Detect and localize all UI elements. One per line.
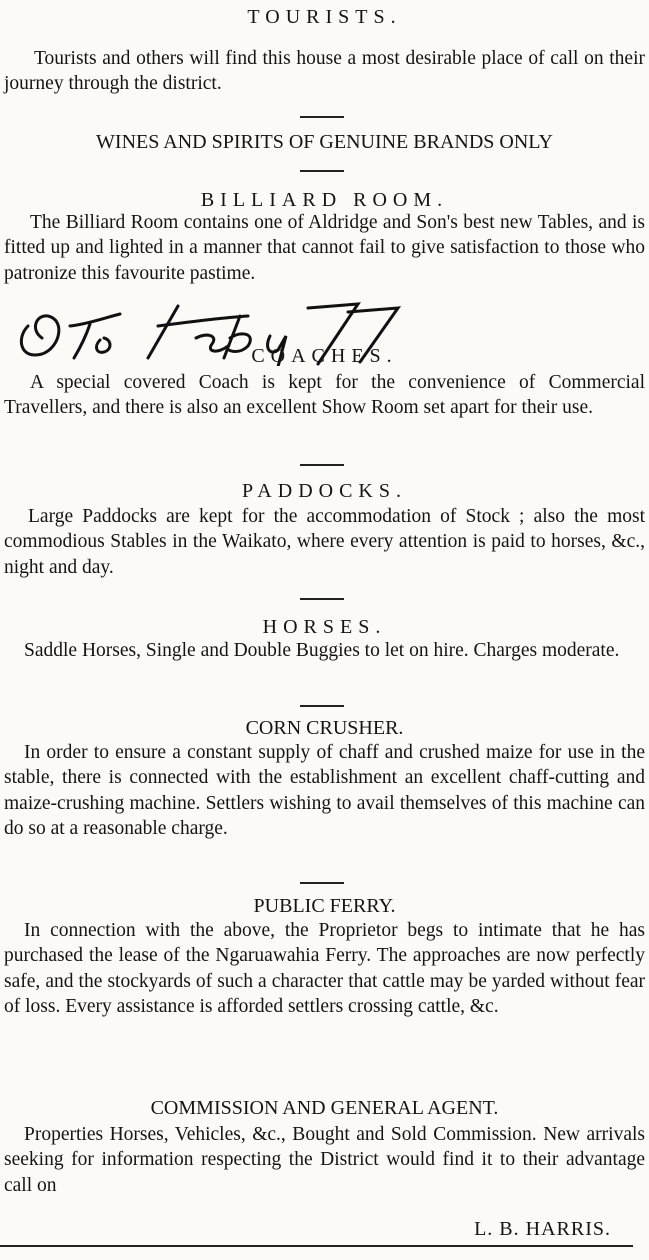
horses-paragraph: Saddle Horses, Single and Double Buggies to let on hire. Charges moderate. [24,640,620,661]
public-ferry-paragraph: In connection with the above, the Proprietor begs to intimate that he has purchased the lease of the Ngaruawahia Ferry. The approaches are now perfectly safe, and the stockyards of such a character that cattle may be yarded without fear of loss. Every assistance is afforded settlers crossing cattle, &c. [4,920,645,1017]
section-divider [300,464,344,466]
section-divider [300,170,344,172]
paddocks-heading: PADDOCKS. [242,480,407,502]
corn-crusher-heading: CORN CRUSHER. [245,717,404,739]
section-divider [300,116,344,118]
tourists-heading: TOURISTS. [247,6,402,28]
tourists-paragraph: Tourists and others will find this house a most desirable place of call on their journey through the district. [4,48,645,95]
section-divider [300,882,344,884]
corn-crusher-paragraph: In order to ensure a constant supply of chaff and crushed maize for use in the stable, there is connected with the establishment an excellent chaff-cutting and maize-crushing machine. Settlers wishing to avail themselves of this machine can do so at a reasonable charge. [4,742,645,839]
horses-heading: HORSES. [262,616,387,638]
bottom-border [0,1245,633,1247]
public-ferry-heading: PUBLIC FERRY. [253,895,396,917]
coaches-heading: COACHES. [251,345,398,367]
commission-heading: COMMISSION AND GENERAL AGENT. [150,1097,499,1119]
coaches-paragraph: A special covered Coach is kept for the convenience of Commercial Travellers, and there is also an excellent Show Room set apart for their use. [4,372,645,419]
billiard-paragraph: The Billiard Room contains one of Aldridge and Son's best new Tables, and is fitted up and lighted in a manner that cannot fail to give satisfaction to those who patronize this favourite pastime. [4,212,645,284]
wines-heading: WINES AND SPIRITS OF GENUINE BRANDS ONLY [96,131,553,153]
commission-paragraph: Properties Horses, Vehicles, &c., Bought and Sold Commission. New arrivals seeking for information respecting the District would find it to their advantage call on [4,1124,645,1196]
billiard-heading: BILLIARD ROOM. [200,189,449,211]
paddocks-paragraph: Large Paddocks are kept for the accommodation of Stock ; also the most commodious Stables in the Waikato, where every attention is paid to horses, &c., night and day. [4,506,645,578]
section-divider [300,705,344,707]
section-divider [300,598,344,600]
signature: L. B. HARRIS. [474,1218,611,1240]
